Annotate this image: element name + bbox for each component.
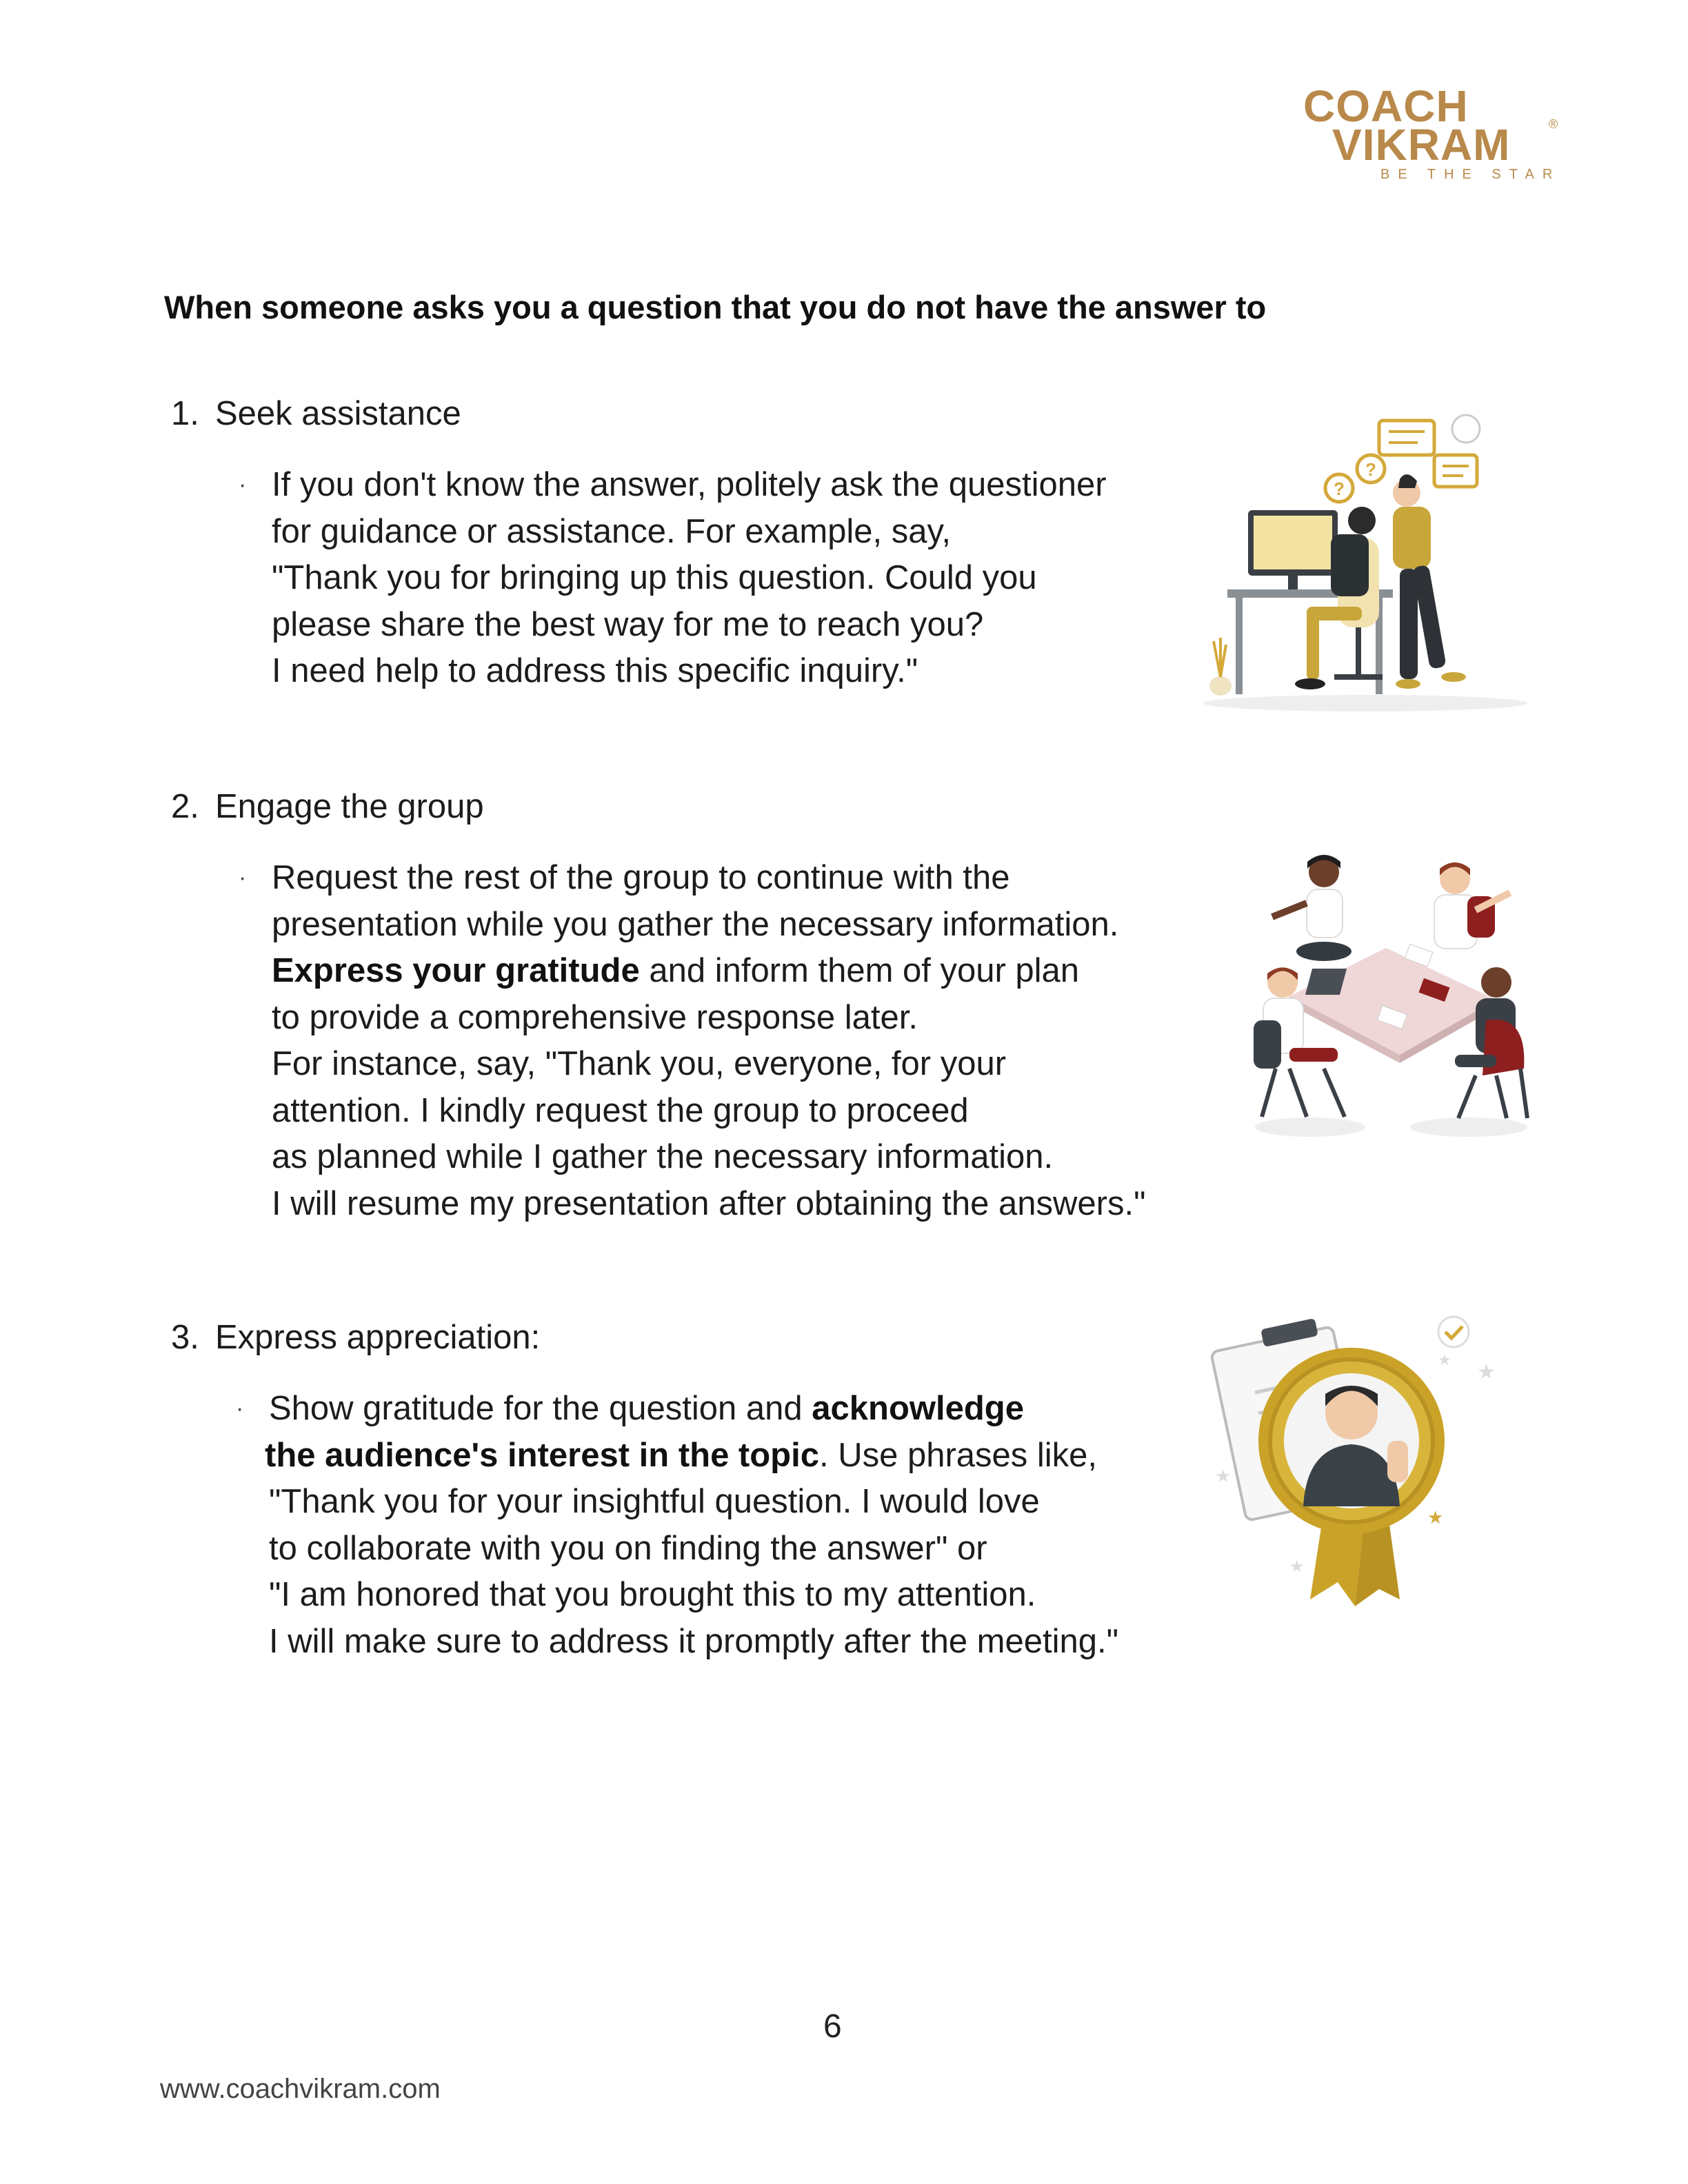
text-line: "Thank you for bringing up this question. Could you	[272, 559, 1037, 596]
office-assistance-illustration	[1193, 407, 1531, 717]
svg-text:★: ★	[1289, 1557, 1305, 1576]
text-line: "Thank you for your insightful question. I would love	[269, 1483, 1040, 1520]
text-line: presentation while you gather the necessary information.	[272, 905, 1119, 943]
check-icon	[1438, 1317, 1469, 1347]
text-line: the audience's interest in the topic. Use phrases like,	[265, 1436, 1098, 1474]
bullet-dot: ·	[236, 1395, 244, 1422]
footer-website: www.coachvikram.com	[160, 2074, 441, 2104]
text-line: "I am honored that you brought this to my attention.	[269, 1576, 1036, 1613]
svg-text:?: ?	[1334, 478, 1345, 499]
page-title: When someone asks you a question that you do not have the answer to	[164, 289, 1267, 325]
item-3-number: 3.	[171, 1319, 199, 1356]
text-line: I will make sure to address it promptly after the meeting."	[269, 1622, 1119, 1660]
question-icon	[1325, 474, 1353, 502]
logo-line-2: VIKRAM	[1332, 120, 1511, 170]
svg-text:★: ★	[1215, 1466, 1232, 1487]
text-line: to collaborate with you on finding the answer" or	[269, 1529, 987, 1567]
item-3-title	[171, 1318, 540, 1357]
logo-line-1: COACH	[1303, 81, 1469, 131]
text-line: as planned while I gather the necessary information.	[272, 1138, 1054, 1175]
emphasis-text: acknowledge	[812, 1390, 1024, 1427]
item-2-title	[171, 787, 484, 826]
svg-text:?: ?	[1365, 459, 1376, 480]
item-1-title	[171, 394, 461, 433]
text-line: for guidance or assistance. For example, say,	[272, 512, 952, 550]
page-number: 6	[823, 2008, 842, 2045]
item-2-number: 2.	[171, 788, 199, 825]
question-icon	[1357, 455, 1385, 483]
svg-text:★: ★	[1438, 1352, 1451, 1369]
award-appreciation-illustration	[1207, 1310, 1510, 1613]
text-line: For instance, say, "Thank you, everyone, for your	[272, 1045, 1007, 1082]
text-line: please share the best way for me to reach you?	[272, 605, 984, 643]
text-line: attention. I kindly request the group to proceed	[272, 1091, 969, 1129]
emphasis-text: Express your gratitude	[272, 952, 640, 989]
item-1-title-text: Seek assistance	[215, 395, 461, 432]
text-line: Request the rest of the group to continue with the	[272, 859, 1010, 896]
brand-logo	[1296, 81, 1572, 185]
svg-text:★: ★	[1427, 1508, 1444, 1528]
item-3-bullet	[236, 1386, 1119, 1665]
bullet-dot: ·	[239, 472, 247, 498]
item-1-bullet	[239, 462, 1107, 695]
emphasis-text: the audience's interest in the topic	[265, 1436, 819, 1474]
item-3-title-text: Express appreciation:	[215, 1319, 541, 1356]
item-2-bullet	[239, 855, 1146, 1227]
logo-registered-mark: ®	[1549, 117, 1558, 131]
bullet-dot: ·	[239, 865, 247, 891]
text-line: to provide a comprehensive response later.	[272, 998, 918, 1036]
group-meeting-illustration	[1248, 848, 1538, 1151]
text-line: I will resume my presentation after obtaining the answers."	[272, 1184, 1146, 1222]
svg-text:★: ★	[1477, 1360, 1496, 1384]
item-1-number: 1.	[171, 395, 199, 432]
item-2-title-text: Engage the group	[215, 788, 484, 825]
text-line: If you don't know the answer, politely ask the questioner	[272, 466, 1107, 503]
text-line: Express your gratitude and inform them of your plan	[272, 952, 1080, 989]
text-line: I need help to address this specific inquiry."	[272, 652, 918, 689]
logo-tagline: BE THE STAR	[1380, 167, 1561, 182]
text-line: Show gratitude for the question and acknowledge	[269, 1390, 1024, 1427]
